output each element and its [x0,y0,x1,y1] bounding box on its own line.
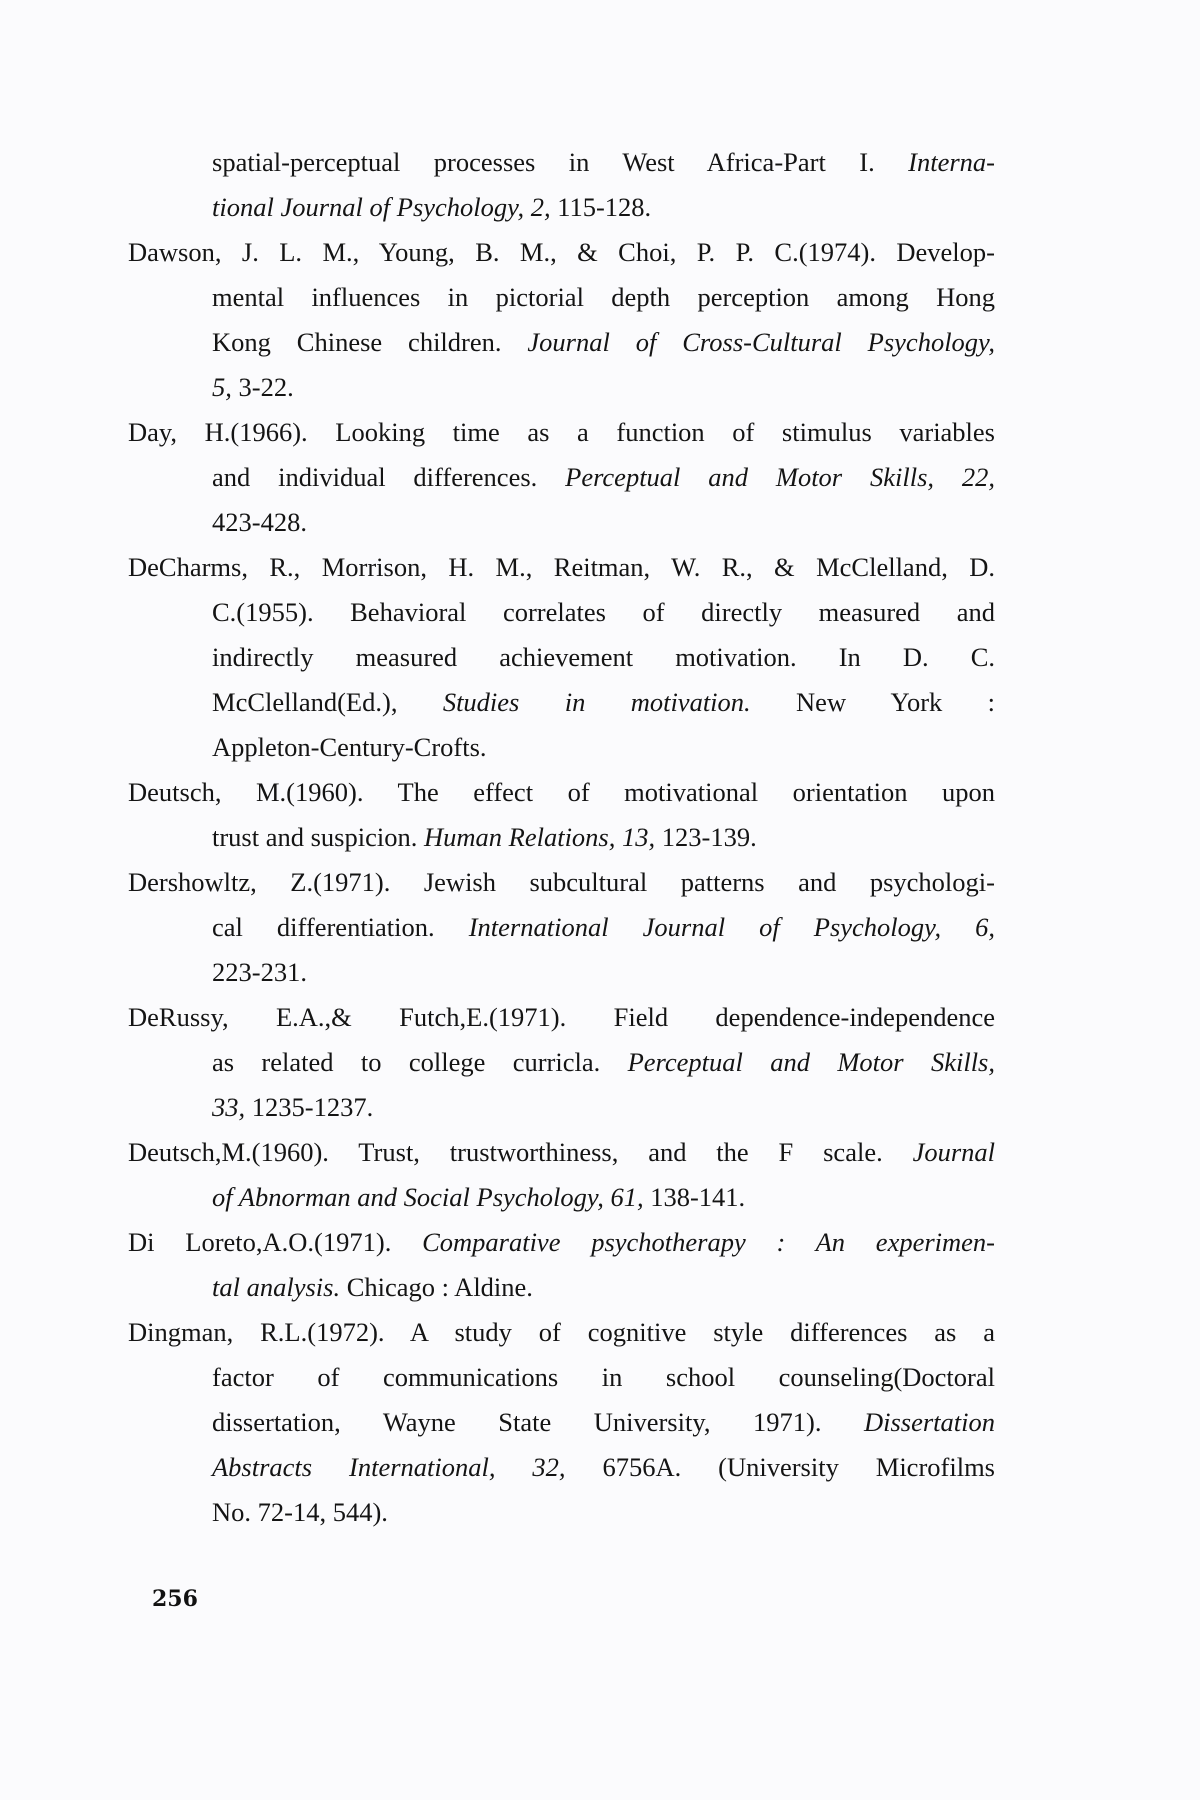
reference-text: DeRussy, E.A.,& Futch,E.(1971). Field dependence-independence [128,1002,995,1032]
reference-entry [128,410,995,545]
italic-title: of Abnorman and Social Psychology, 61, [212,1182,644,1212]
reference-text: Appleton-Century-Crofts. [212,732,487,762]
reference-text: DeCharms, R., Morrison, H. M., Reitman, W. R., & McClelland, D. [128,552,995,582]
reference-line [128,1445,995,1490]
reference-line [128,635,995,680]
italic-title: Comparative psychotherapy : An experimen- [422,1227,995,1257]
reference-list [128,140,995,1535]
italic-title: Perceptual and Motor Skills, 22, [565,462,995,492]
reference-text: factor of communications in school counseling(Doctoral [212,1362,995,1392]
reference-line [128,815,995,860]
reference-text: Deutsch, M.(1960). The effect of motivational orientation upon [128,777,995,807]
reference-text: 115-128. [550,192,652,222]
reference-text: as related to college curricla. [212,1047,628,1077]
reference-text: 123-139. [655,822,757,852]
reference-text: Dershowltz, Z.(1971). Jewish subcultural patterns and psychologi- [128,867,995,897]
reference-line [128,545,995,590]
reference-entry [128,1310,995,1535]
reference-entry [128,1220,995,1310]
reference-line [128,1220,995,1265]
reference-entry [128,995,995,1130]
italic-title: Studies in motivation. [442,687,751,717]
reference-line [128,590,995,635]
reference-line [128,140,995,185]
reference-line [128,995,995,1040]
reference-text: trust and suspicion. [212,822,424,852]
reference-text: C.(1955). Behavioral correlates of directly measured and [212,597,995,627]
reference-line [128,1130,995,1175]
reference-entry [128,545,995,770]
reference-line [128,410,995,455]
reference-text: McClelland(Ed.), [212,687,443,717]
italic-title: Interna- [908,147,995,177]
reference-line [128,230,995,275]
reference-line [128,185,995,230]
reference-text: mental influences in pictorial depth perception among Hong [212,282,995,312]
reference-entry [128,140,995,230]
italic-title: tional Journal of Psychology, 2, [212,192,551,222]
reference-text: 423-428. [212,507,307,537]
reference-text: No. 72-14, 544). [212,1497,388,1527]
reference-text: indirectly measured achievement motivation. In D. C. [212,642,995,672]
reference-text: Day, H.(1966). Looking time as a function of stimulus variables [128,417,995,447]
italic-title: 5, [212,372,232,402]
reference-line [128,455,995,500]
reference-line [128,1265,995,1310]
reference-text: spatial-perceptual processes in West Africa-Part I. [212,147,909,177]
reference-line [128,950,995,995]
reference-line [128,365,995,410]
reference-text: 6756A. (University Microfilms [565,1452,995,1482]
reference-text: 138-141. [643,1182,746,1212]
reference-line [128,1040,995,1085]
reference-entry [128,1130,995,1220]
italic-title: Perceptual and Motor Skills, [627,1047,995,1077]
reference-line [128,680,995,725]
reference-entry [128,860,995,995]
reference-text: and individual differences. [212,462,566,492]
italic-title: International Journal of Psychology, 6, [468,912,996,942]
reference-line [128,770,995,815]
italic-title: Abstracts International, 32, [212,1452,566,1482]
reference-text: New York : [750,687,995,717]
italic-title: Human Relations, 13, [424,822,656,852]
reference-line [128,1490,995,1535]
italic-title: Journal [912,1137,995,1167]
reference-line [128,905,995,950]
reference-line [128,860,995,905]
reference-text: cal differentiation. [212,912,469,942]
italic-title: tal analysis. [212,1272,341,1302]
reference-entry [128,230,995,410]
reference-text: Dingman, R.L.(1972). A study of cognitive style differences as a [128,1317,995,1347]
reference-text: Deutsch,M.(1960). Trust, trustworthiness, and the F scale. [128,1137,913,1167]
reference-line [128,500,995,545]
reference-text: dissertation, Wayne State University, 1971). [212,1407,864,1437]
reference-line [128,320,995,365]
reference-line [128,1085,995,1130]
page-number: 256 [152,1586,198,1612]
reference-line [128,1355,995,1400]
reference-text: Kong Chinese children. [212,327,528,357]
reference-text: 223-231. [212,957,307,987]
italic-title: Dissertation [863,1407,995,1437]
reference-text: Di Loreto,A.O.(1971). [128,1227,423,1257]
reference-text: Dawson, J. L. M., Young, B. M., & Choi, P. P. C.(1974). Develop- [128,237,995,267]
reference-text: Chicago : Aldine. [340,1272,533,1302]
italic-title: Journal of Cross-Cultural Psychology, [527,327,995,357]
reference-line [128,1310,995,1355]
italic-title: 33, [212,1092,246,1122]
reference-line [128,275,995,320]
reference-line [128,725,995,770]
reference-text: 3-22. [231,372,294,402]
reference-text: 1235-1237. [245,1092,374,1122]
reference-line [128,1175,995,1220]
reference-entry [128,770,995,860]
reference-line [128,1400,995,1445]
